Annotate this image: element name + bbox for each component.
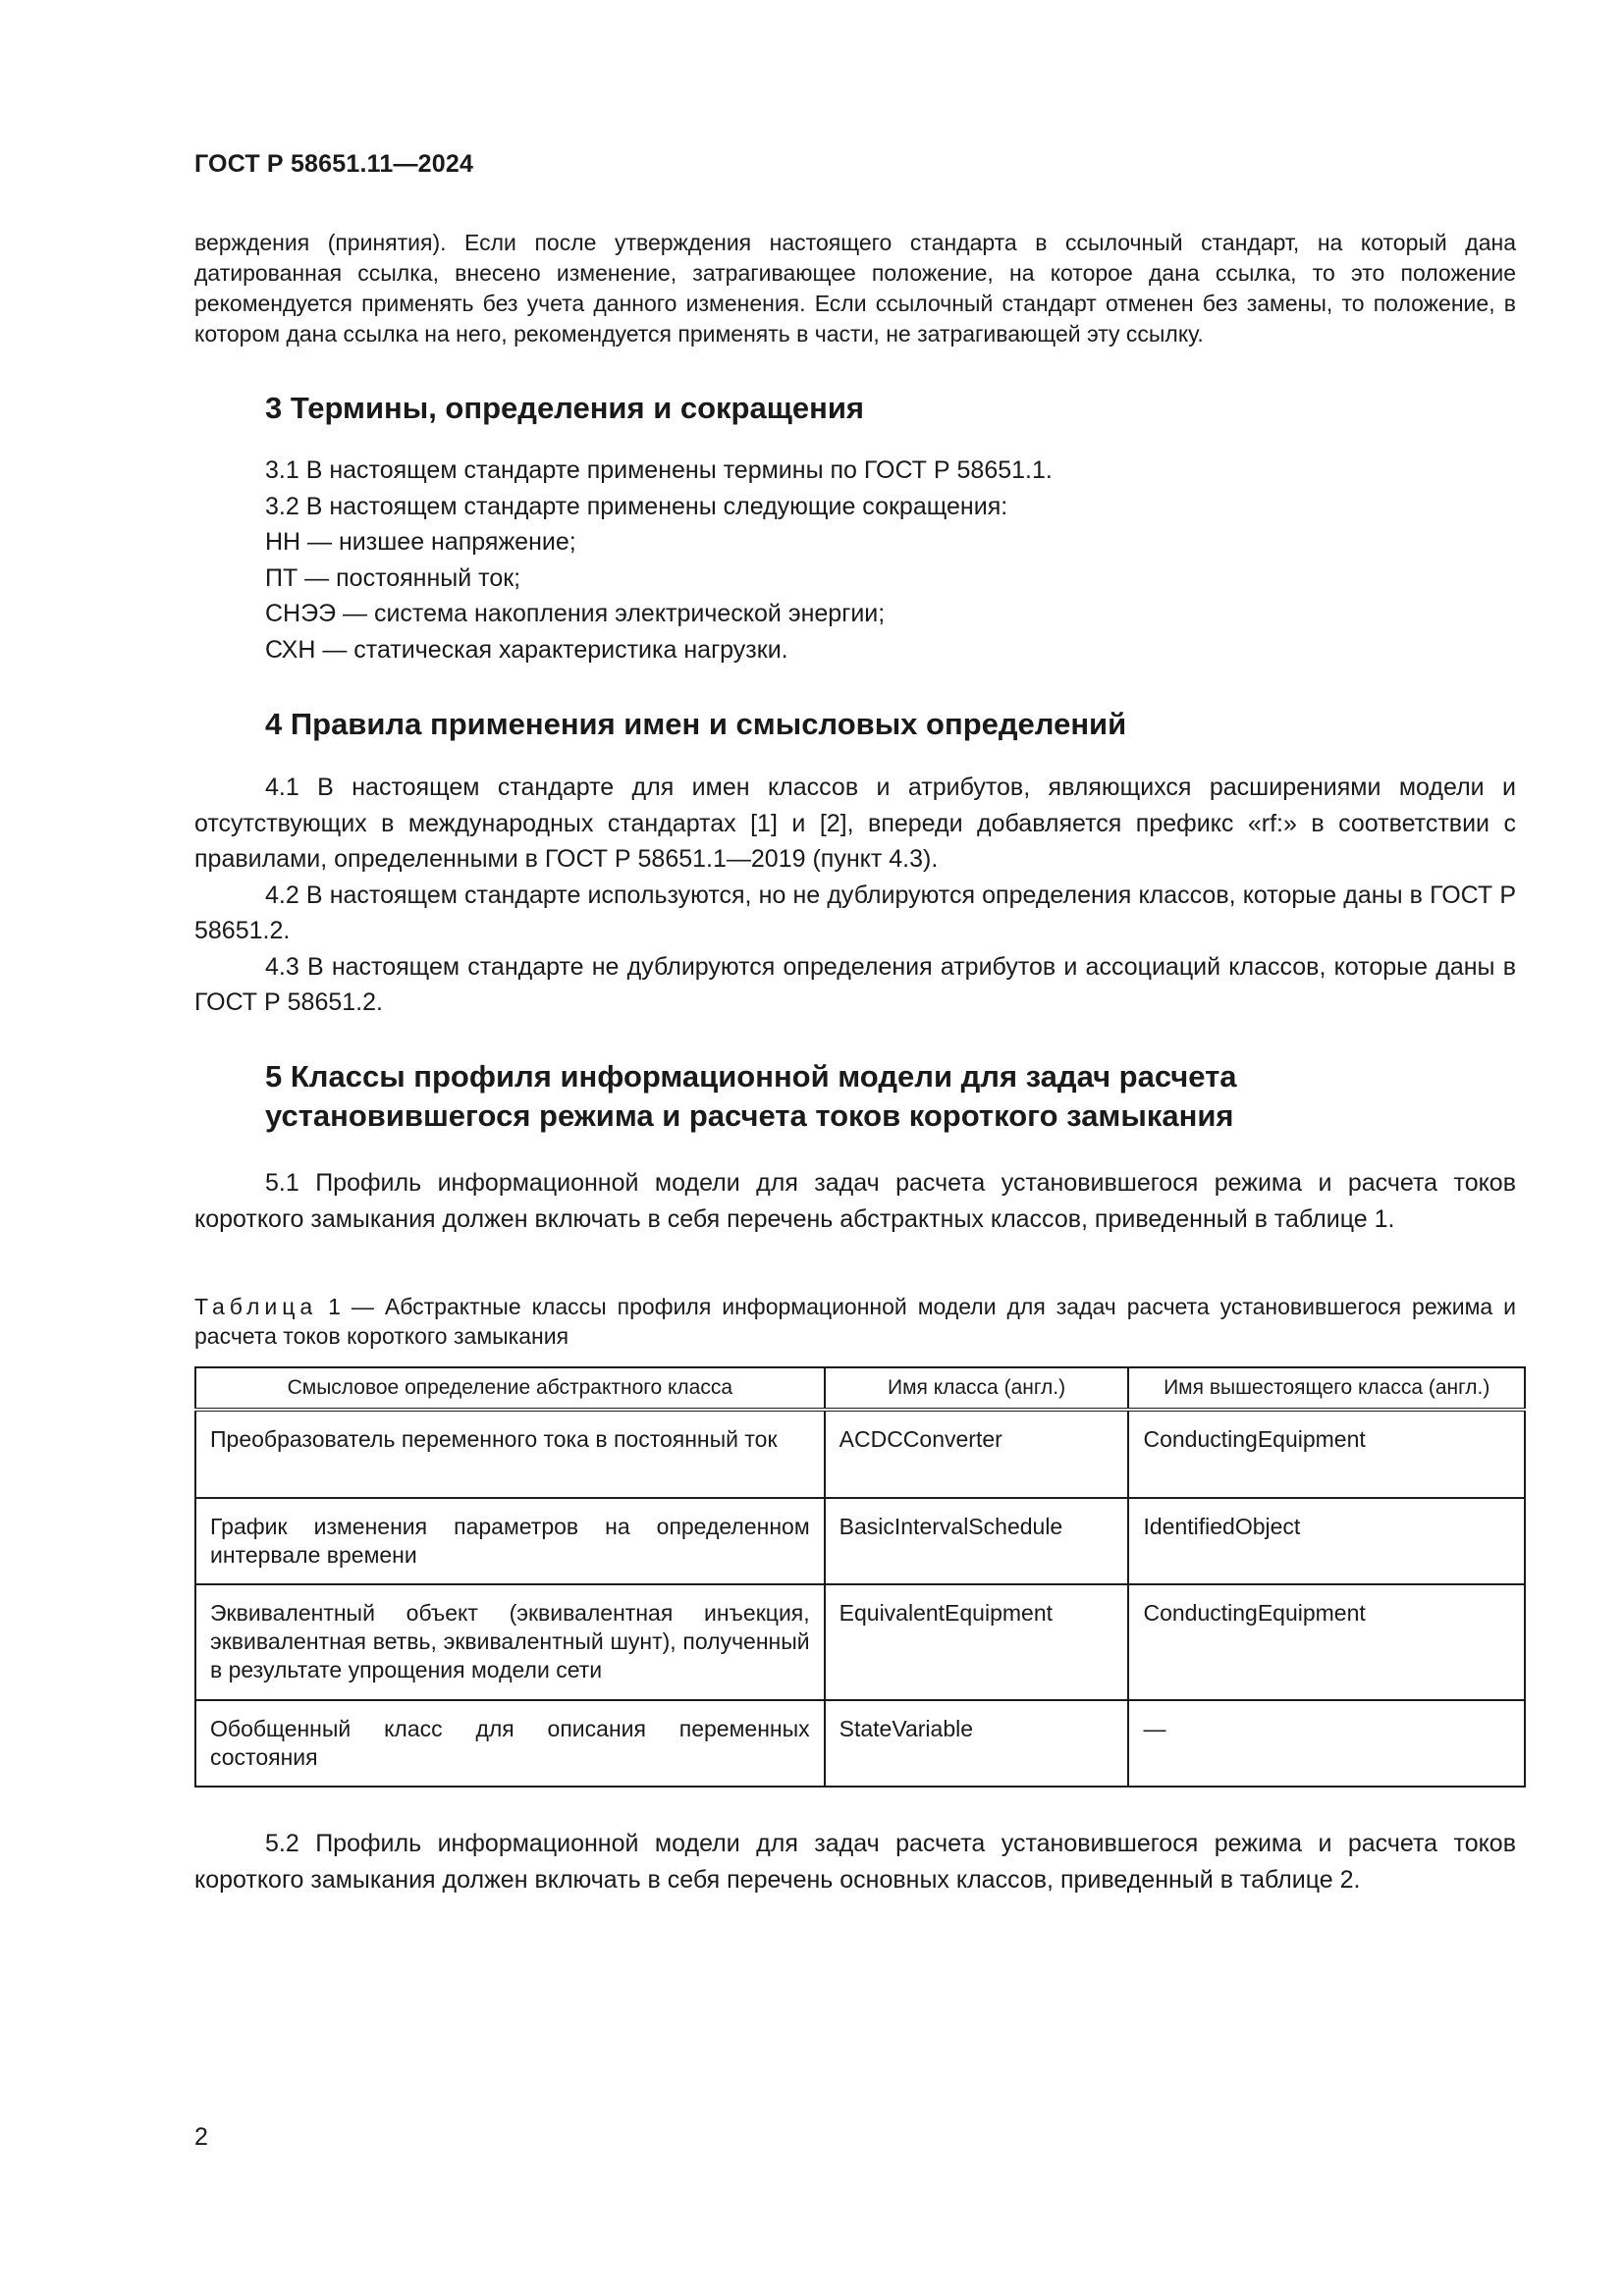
- section-5-paragraph-2: [194, 1826, 1516, 1897]
- table-row: [195, 1584, 1525, 1700]
- page-number: 2: [194, 2123, 208, 2151]
- table-row: [195, 1700, 1525, 1787]
- section-5-text: 5.1 Профиль информационной модели для задач расчета установившегося режима и расчета токов короткого замыкания должен включать в себя перечень абстрактных классов, приведенный в таблице 1.: [194, 1169, 1516, 1233]
- abbreviation-item: СНЭЭ — система накопления электрической энергии;: [265, 600, 886, 627]
- parent-class-cell: ConductingEquipment: [1128, 1584, 1525, 1700]
- table-row: [195, 1410, 1525, 1498]
- section-4-paragraph: 4.1 В настоящем стандарте для имен классов и атрибутов, являющихся расширениями модели и отсутствующих в международных стандартах [1] и [2], впереди добавляется префикс «rf:» в соответствии с правилами, определенными в ГОСТ Р 58651.1—2019 (пункт 4.3).: [194, 774, 1516, 873]
- table-header-cell: Имя класса (англ.): [825, 1367, 1129, 1410]
- section-3-title: 3 Термины, определения и сокращения: [265, 391, 864, 425]
- table-caption-text: 1 — Абстрактные классы профиля информационной модели для задач расчета установившегося режима и расчета токов короткого замыкания: [194, 1294, 1517, 1349]
- class-name-cell: StateVariable: [825, 1700, 1129, 1787]
- abbreviation-item: НН — низшее напряжение;: [265, 528, 576, 556]
- section-5-title-line: 5 Классы профиля информационной модели для задач расчета: [265, 1059, 1237, 1094]
- section-4-body: [194, 770, 1516, 1021]
- class-name-cell: BasicIntervalSchedule: [825, 1498, 1129, 1584]
- section-5-text: 5.2 Профиль информационной модели для задач расчета установившегося режима и расчета токов короткого замыкания должен включать в себя перечень основных классов, приведенный в таблице 2.: [194, 1830, 1516, 1894]
- intro-paragraph: [194, 228, 1516, 349]
- abbreviation-item: СХН — статическая характеристика нагрузки.: [265, 635, 788, 664]
- section-3-body: [265, 453, 1053, 667]
- definition-cell: Преобразователь переменного тока в постоянный ток: [195, 1410, 825, 1498]
- abbreviation-item: ПТ — постоянный ток;: [265, 563, 521, 592]
- document-id-header: ГОСТ Р 58651.11—2024: [194, 150, 474, 178]
- table-caption: [194, 1292, 1516, 1351]
- definition-cell: Эквивалентный объект (эквивалентная инъекция, эквивалентная ветвь, эквивалентный шунт), полученный в результате упрощения модели сети: [195, 1584, 825, 1700]
- parent-class-cell: —: [1128, 1700, 1525, 1787]
- class-name-cell: ACDCConverter: [825, 1410, 1129, 1498]
- section-5-title: [265, 1057, 1443, 1136]
- section-3-line: 3.2 В настоящем стандарте применены следующие сокращения:: [265, 492, 1008, 520]
- section-5-paragraph-1: [194, 1165, 1516, 1237]
- table-header-cell: Смысловое определение абстрактного класса: [195, 1367, 825, 1410]
- table-row: [195, 1498, 1525, 1584]
- parent-class-cell: ConductingEquipment: [1128, 1410, 1525, 1498]
- table-header-row: [195, 1367, 1525, 1410]
- intro-text: верждения (принятия). Если после утверждения настоящего стандарта в ссылочный стандарт, на который дана датированная ссылка, внесено изменение, затрагивающее положение, на которое дана ссылка, то это положение рекомендуется применять без учета данного изменения. Если ссылочный стандарт отменен без замены, то положение, в котором дана ссылка на него, рекомендуется применять в части, не затрагивающей эту ссылку.: [194, 230, 1516, 347]
- section-4-paragraph: 4.3 В настоящем стандарте не дублируются определения атрибутов и ассоциаций классов, которые даны в ГОСТ Р 58651.2.: [194, 952, 1516, 1016]
- definition-cell: График изменения параметров на определенном интервале времени: [195, 1498, 825, 1584]
- parent-class-cell: IdentifiedObject: [1128, 1498, 1525, 1584]
- class-name-cell: EquivalentEquipment: [825, 1584, 1129, 1700]
- section-3-line: 3.1 В настоящем стандарте применены термины по ГОСТ Р 58651.1.: [265, 456, 1053, 484]
- section-5-title-line: установившегося режима и расчета токов короткого замыкания: [265, 1098, 1234, 1133]
- section-4-paragraph: 4.2 В настоящем стандарте используются, но не дублируются определения классов, которые даны в ГОСТ Р 58651.2.: [194, 881, 1516, 944]
- abstract-classes-table: [194, 1366, 1526, 1788]
- table-header-cell: Имя вышестоящего класса (англ.): [1128, 1367, 1525, 1410]
- definition-cell: Обобщенный класс для описания переменных состояния: [195, 1700, 825, 1787]
- section-4-title: 4 Правила применения имен и смысловых определений: [265, 707, 1127, 741]
- table-caption-label: Таблица: [194, 1294, 318, 1319]
